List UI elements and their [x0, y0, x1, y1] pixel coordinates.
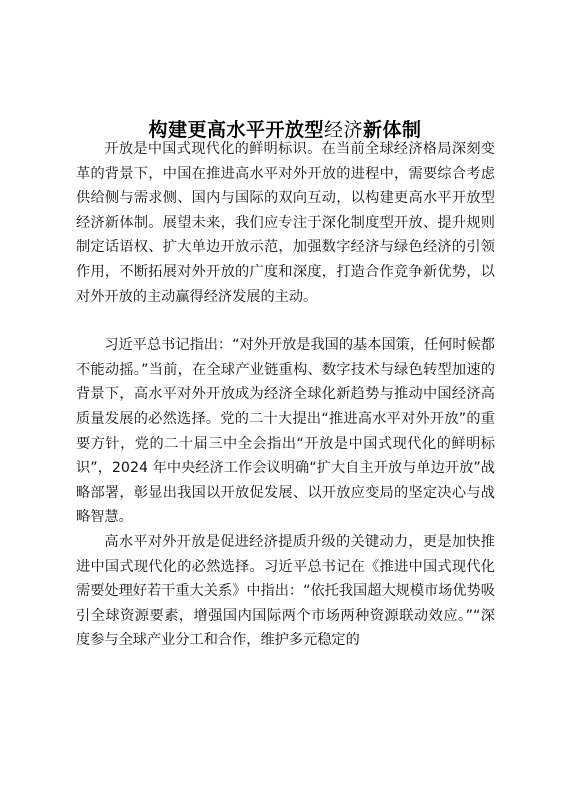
- paragraph-2: 习近平总书记指出：“对外开放是我国的基本国策，任何时候都不能动摇。”当前，在全球产业链重构、数字技术与绿色转型加速的背景下，高水平对外开放成为经济全球化新趋势与推动中国经济高质量发展的必然选择。党的二十大提出“推进高水平对外开放”的重要方针，党的二十届三中全会指出“开放是中国式现代化的鲜明标识”，2024 年中央经济工作会议明确“扩大自主开放与单边开放”战略部署，彰显出我国以开放促发展、以开放应变局的坚定决心与战略智慧。: [76, 337, 495, 526]
- title-main-text: 构建更高水平开放型: [148, 118, 324, 141]
- paragraph-1: 开放是中国式现代化的鲜明标识。在当前全球经济格局深刻变革的背景下，中国在推进高水平对外开放的进程中，需要综合考虑供给侧与需求侧、国内与国际的双向互动，以构建更高水平开放型经济新体制。展望未来，我们应专注于深化制度型开放、提升规则制定话语权、扩大单边开放示范，加强数字经济与绿色经济的引领作用，不断拓展对外开放的广度和深度，打造合作竞争新优势，以对外开放的主动赢得经济发展的主动。: [76, 141, 495, 305]
- paragraph-spacer: [76, 309, 495, 333]
- paragraph-3: 高水平对外开放是促进经济提质升级的关键动力，更是加快推进中国式现代化的必然选择。习近平总书记在《推进中国式现代化需要处理好若干重大关系》中指出：“依托我国超大规模市场优势吸引全球资源要素，增强国内国际两个市场两种资源联动效应。”“深度参与全球产业分工和合作，维护多元稳定的: [76, 533, 495, 649]
- title-end-text: 新体制: [363, 118, 422, 141]
- article-body: [76, 137, 495, 653]
- title-mid-text: 经济: [323, 118, 363, 141]
